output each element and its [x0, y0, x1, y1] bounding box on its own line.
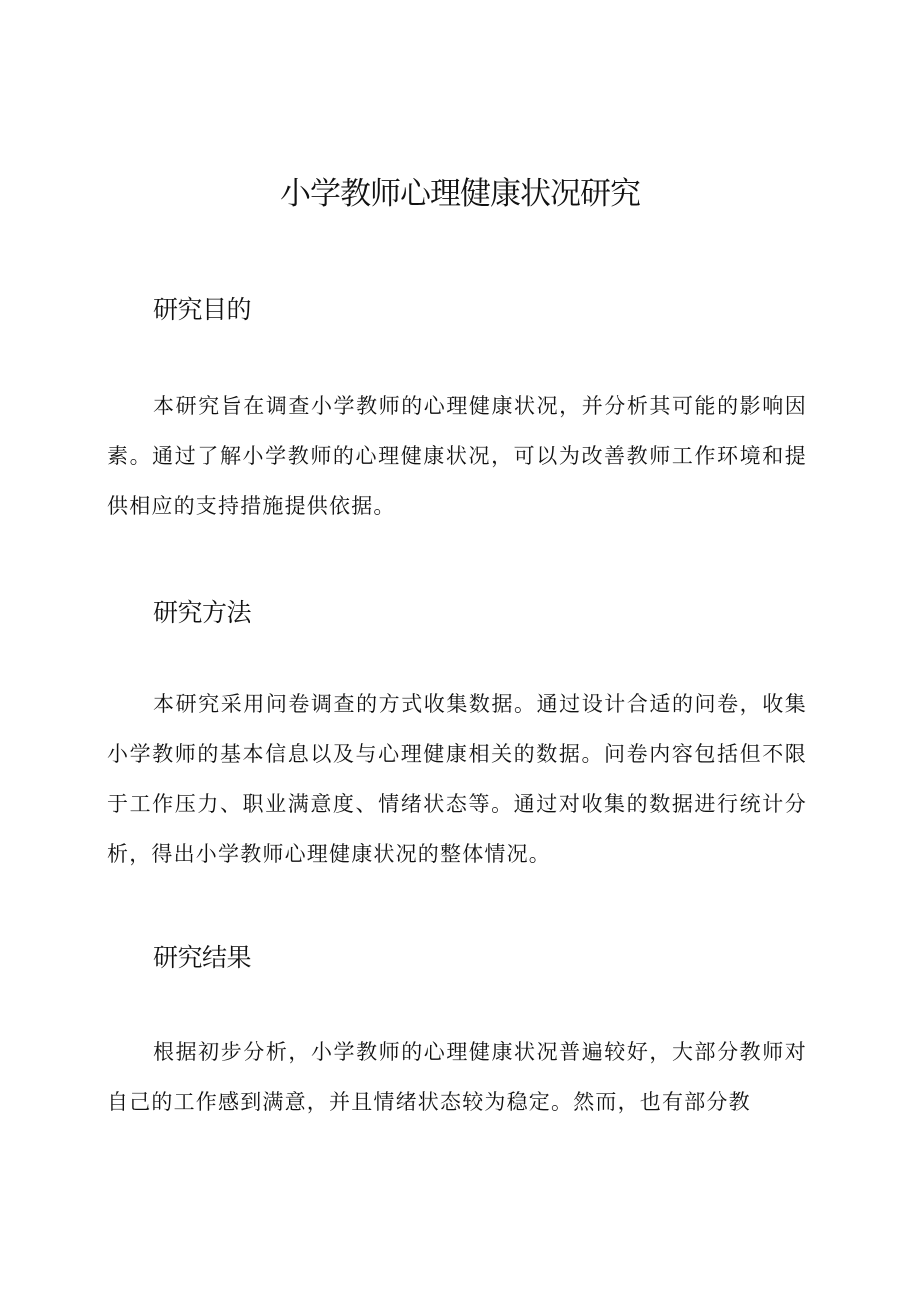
- section-heading-method: 研究方法: [153, 598, 252, 627]
- section-paragraph-result: 根据初步分析，小学教师的心理健康状况普遍较好，大部分教师对自己的工作感到满意，并且情绪状态较为稳定。然而，也有部分教: [107, 1040, 807, 1114]
- section-paragraph-method: 本研究采用问卷调查的方式收集数据。通过设计合适的问卷，收集小学教师的基本信息以及与心理健康相关的数据。问卷内容包括但不限于工作压力、职业满意度、情绪状态等。通过对收集的数据进行统计分析，得出小学教师心理健康状况的整体情况。: [107, 692, 807, 866]
- section-heading-result: 研究结果: [153, 943, 252, 972]
- section-heading-purpose: 研究目的: [153, 295, 252, 324]
- document-title: 小学教师心理健康状况研究: [280, 176, 640, 212]
- section-paragraph-purpose: 本研究旨在调查小学教师的心理健康状况，并分析其可能的影响因素。通过了解小学教师的心理健康状况，可以为改善教师工作环境和提供相应的支持措施提供依据。: [107, 394, 807, 518]
